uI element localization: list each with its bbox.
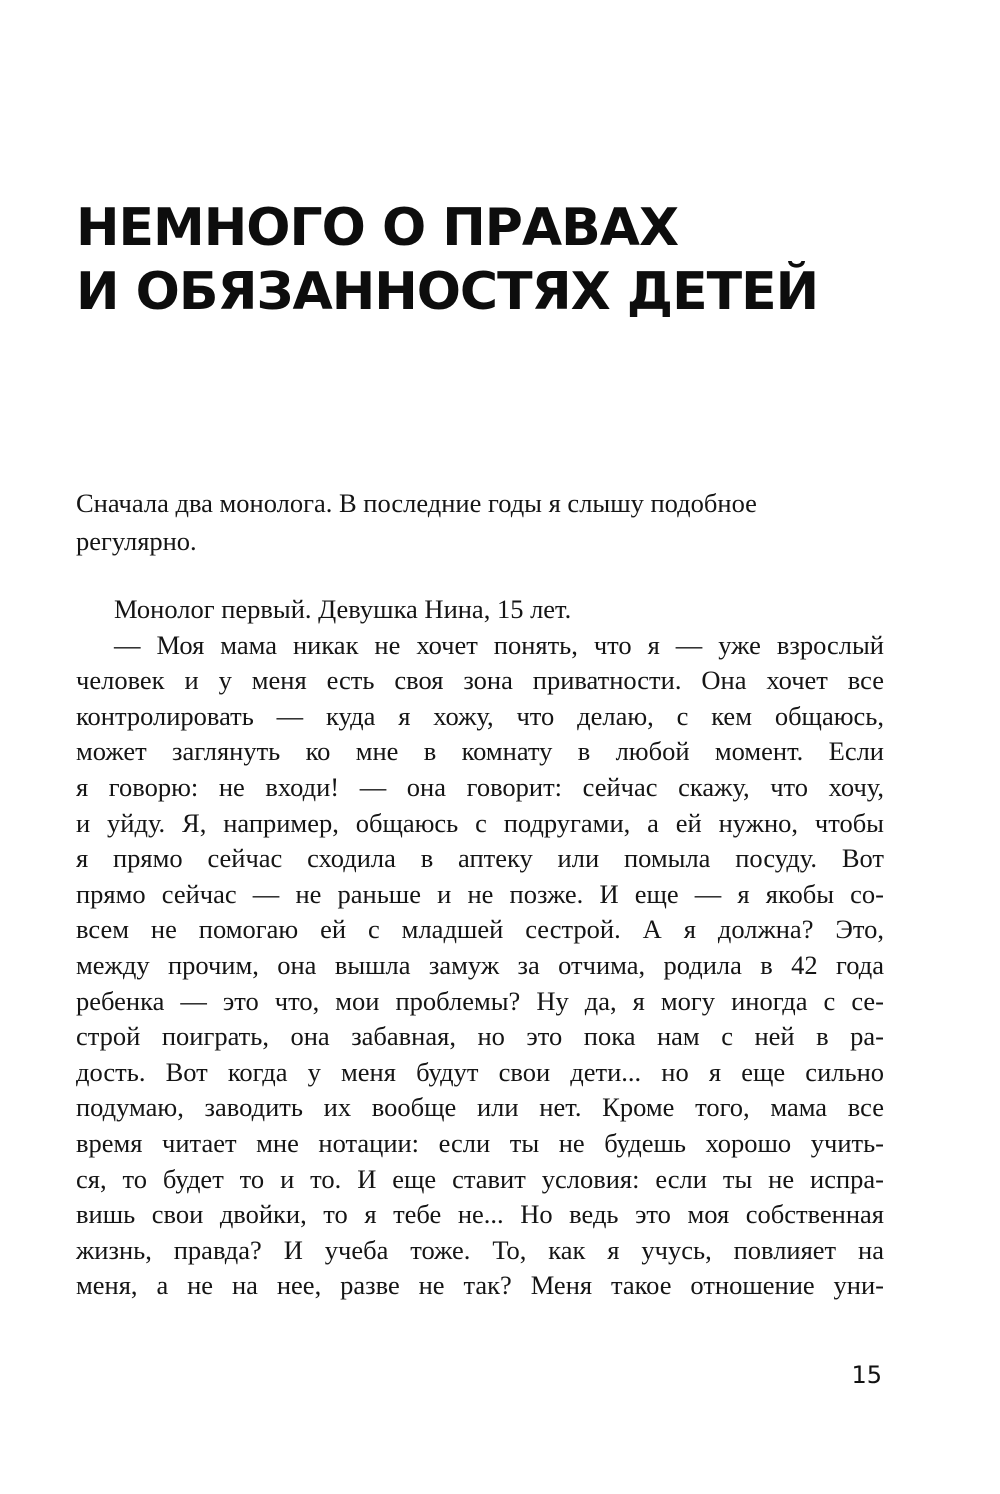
monologue-line: прямо сейчас — не раньше и не позже. И еще — я якобы со- <box>76 878 884 909</box>
monologue-line: подумаю, заводить их вообще или нет. Кроме того, мама все <box>76 1092 884 1123</box>
monologue-line: ся, то будет то и то. И еще ставит условия: если ты не испра- <box>76 1163 884 1194</box>
monologue-line: вишь свои двойки, то я тебе не... Но ведь это моя собственная <box>76 1199 884 1230</box>
monologue-heading: Монолог первый. Девушка Нина, 15 лет. <box>114 594 572 624</box>
chapter-title-line: НЕМНОГО О ПРАВАХ <box>76 198 679 258</box>
monologue-line: ребенка — это что, мои проблемы? Ну да, я могу иногда с се- <box>76 985 884 1016</box>
monologue-line: контролировать — куда я хожу, что делаю, с кем общаюсь, <box>76 700 884 731</box>
monologue-section <box>76 592 884 1304</box>
intro-line: Сначала два монолога. В последние годы я слышу подобное <box>76 488 757 518</box>
intro-line: регулярно. <box>76 526 197 556</box>
page-number: 15 <box>851 1361 882 1389</box>
monologue-line: человек и у меня есть своя зона приватности. Она хочет все <box>76 665 884 696</box>
monologue-line: между прочим, она вышла замуж за отчима, родила в 42 года <box>76 949 884 980</box>
monologue-line: может заглянуть ко мне в комнату в любой момент. Если <box>76 736 884 767</box>
monologue-line: я говорю: не входи! — она говорит: сейчас скажу, что хочу, <box>76 771 884 802</box>
monologue-line: меня, а не на нее, разве не так? Меня такое отношение уни- <box>76 1270 884 1301</box>
monologue-line: время читает мне нотации: если ты не будешь хорошо учить- <box>76 1127 884 1158</box>
monologue-line: жизнь, правда? И учеба тоже. То, как я учусь, повлияет на <box>76 1234 884 1265</box>
monologue-line: всем не помогаю ей с младшей сестрой. А я должна? Это, <box>76 914 884 945</box>
monologue-line: и уйду. Я, например, общаюсь с подругами, а ей нужно, чтобы <box>76 807 884 838</box>
chapter-title-line: И ОБЯЗАННОСТЯХ ДЕТЕЙ <box>76 262 819 322</box>
monologue-line: — Моя мама никак не хочет понять, что я — уже взрослый <box>114 629 884 660</box>
monologue-line: дость. Вот когда у меня будут свои дети... но я еще сильно <box>76 1056 884 1087</box>
intro-paragraph <box>76 484 884 560</box>
monologue-line: строй поиграть, она забавная, но это пока нам с ней в ра- <box>76 1021 884 1052</box>
monologue-line: я прямо сейчас сходила в аптеку или помыла посуду. Вот <box>76 843 884 874</box>
chapter-title <box>76 196 956 324</box>
